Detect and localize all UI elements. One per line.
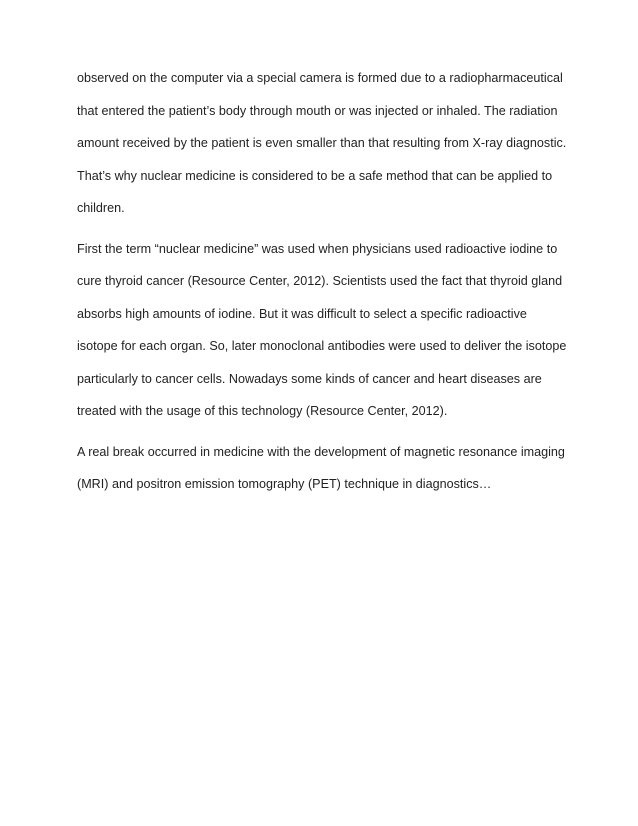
paragraph-2 — [77, 233, 577, 428]
text-line: that entered the patient’s body through mouth or was injected or inhaled. The radiation — [77, 103, 558, 118]
text-line: cure thyroid cancer (Resource Center, 2012). Scientists used the fact that thyroid gland — [77, 274, 563, 288]
text-line: (MRI) and positron emission tomography (PET) technique in diagnostics… — [77, 477, 492, 491]
text-line: observed on the computer via a special camera is formed due to a radiopharmaceutical — [77, 71, 563, 85]
text-line: particularly to cancer cells. Nowadays some kinds of cancer and heart diseases are — [77, 371, 542, 386]
text-line: A real break occurred in medicine with the development of magnetic resonance imaging — [77, 444, 565, 459]
paragraph-1 — [77, 62, 577, 225]
text-line: First the term “nuclear medicine” was used when physicians used radioactive iodine to — [77, 241, 558, 256]
paragraph-3 — [77, 436, 577, 501]
text-line: absorbs high amounts of iodine. But it was difficult to select a specific radioactive — [77, 306, 527, 321]
text-line: children. — [77, 201, 125, 215]
text-line: That’s why nuclear medicine is considered to be a safe method that can be applied to — [77, 168, 553, 183]
text-line: amount received by the patient is even smaller than that resulting from X-ray diagnostic. — [77, 136, 567, 150]
text-line: treated with the usage of this technology (Resource Center, 2012). — [77, 404, 448, 418]
text-line: isotope for each organ. So, later monoclonal antibodies were used to deliver the isotope — [77, 339, 567, 353]
body-text — [77, 62, 577, 501]
